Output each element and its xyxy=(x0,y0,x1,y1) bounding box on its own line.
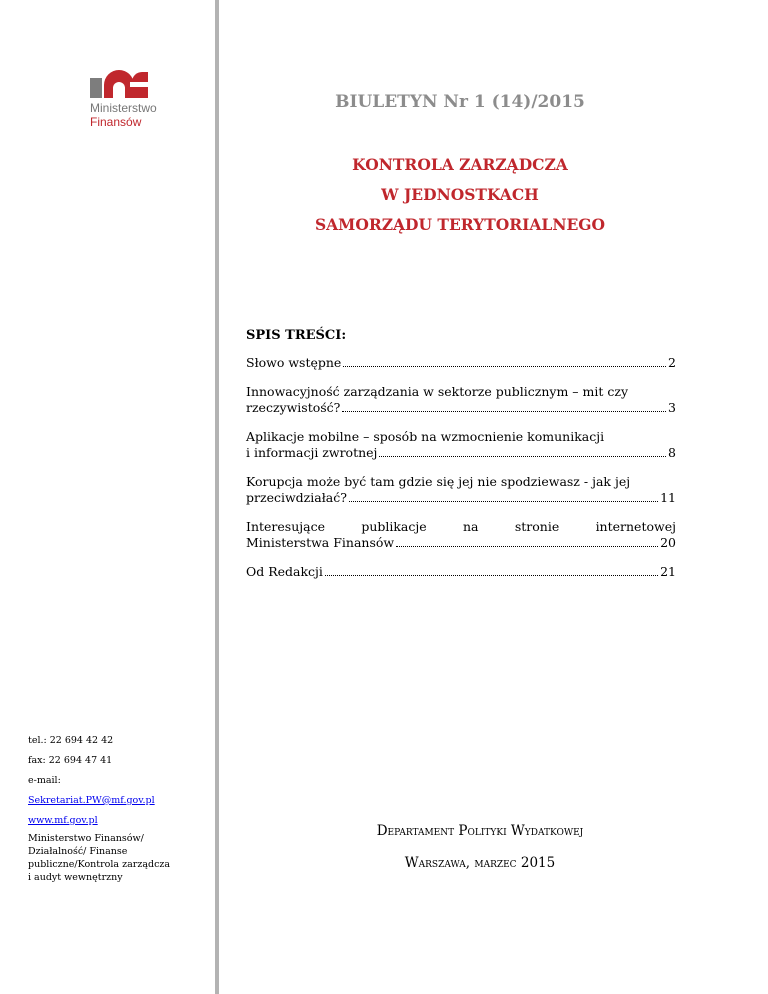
title-line: KONTROLA ZARZĄDCZA xyxy=(352,155,568,174)
phone-number: tel.: 22 694 42 42 xyxy=(28,735,114,746)
toc-entry[interactable] xyxy=(246,355,676,371)
ministry-logo xyxy=(90,70,160,129)
logo-line1: Ministerstwo xyxy=(90,101,157,115)
toc-entry-title-cont: i informacji zwrotnej xyxy=(246,445,378,460)
toc-leader-dots xyxy=(349,501,658,502)
toc-entry[interactable] xyxy=(246,474,676,506)
toc-entry-title: Korupcja może być tam gdzie się jej nie spodziewasz - jak jej xyxy=(246,474,631,489)
toc-page-number: 3 xyxy=(668,400,676,415)
title-line: SAMORZĄDU TERYTORIALNEGO xyxy=(314,215,606,234)
bulletin-number: BIULETYN Nr 1 (14)/2015 xyxy=(335,92,585,112)
place-month: Warszawa, marzec xyxy=(404,855,517,871)
title-line: W JEDNOSTKACH xyxy=(381,185,539,204)
website-link[interactable]: www.mf.gov.pl xyxy=(28,815,98,826)
document-title xyxy=(240,150,680,240)
vertical-rule xyxy=(215,0,219,994)
department-name: Departament Polityki Wydatkowej xyxy=(376,823,584,839)
toc-entry-title-cont: rzeczywistość? xyxy=(246,400,341,415)
path-line: publiczne/Kontrola zarządcza xyxy=(28,859,171,870)
toc-entry[interactable] xyxy=(246,384,676,416)
toc-entry[interactable] xyxy=(246,429,676,461)
toc-entry-title: Aplikacje mobilne – sposób na wzmocnienie komunikacji xyxy=(246,429,605,444)
year: 2015 xyxy=(520,855,556,871)
path-line: i audyt wewnętrzny xyxy=(28,872,123,883)
toc-page-number: 2 xyxy=(668,355,676,370)
toc-entry-title: Interesujące publikacje na stronie internetowej xyxy=(246,519,676,534)
toc-entry[interactable] xyxy=(246,519,676,551)
toc-heading: SPIS TREŚCI: xyxy=(246,328,347,343)
toc-leader-dots xyxy=(325,575,658,576)
toc-entry-title: Słowo wstępne xyxy=(246,355,342,370)
toc-entry[interactable] xyxy=(246,564,676,580)
department-footer xyxy=(300,815,660,879)
toc-entry-title-cont: przeciwdziałać? xyxy=(246,490,347,505)
toc-leader-dots xyxy=(343,366,666,367)
toc-entry-title-cont: Ministerstwa Finansów xyxy=(246,535,395,550)
path-line: Ministerstwo Finansów/ xyxy=(28,833,144,844)
contact-info xyxy=(28,734,208,884)
toc-page-number: 21 xyxy=(660,564,676,579)
email-label: e-mail: xyxy=(28,775,61,786)
toc-entry-title: Od Redakcji xyxy=(246,564,323,579)
email-link[interactable]: Sekretariat.PW@mf.gov.pl xyxy=(28,795,155,806)
path-line: Działalność/ Finanse xyxy=(28,846,128,857)
mf-logo-icon xyxy=(90,70,150,98)
toc-entry-title: Innowacyjność zarządzania w sektorze publicznym – mit czy xyxy=(246,384,629,399)
table-of-contents xyxy=(246,328,676,593)
toc-leader-dots xyxy=(396,546,658,547)
toc-leader-dots xyxy=(379,456,666,457)
logo-line2: Finansów xyxy=(90,115,142,129)
website-path xyxy=(28,832,208,884)
toc-leader-dots xyxy=(342,411,666,412)
place-date xyxy=(300,847,660,879)
fax-number: fax: 22 694 47 41 xyxy=(28,755,113,766)
toc-page-number: 11 xyxy=(660,490,676,505)
toc-page-number: 20 xyxy=(660,535,676,550)
toc-page-number: 8 xyxy=(668,445,676,460)
